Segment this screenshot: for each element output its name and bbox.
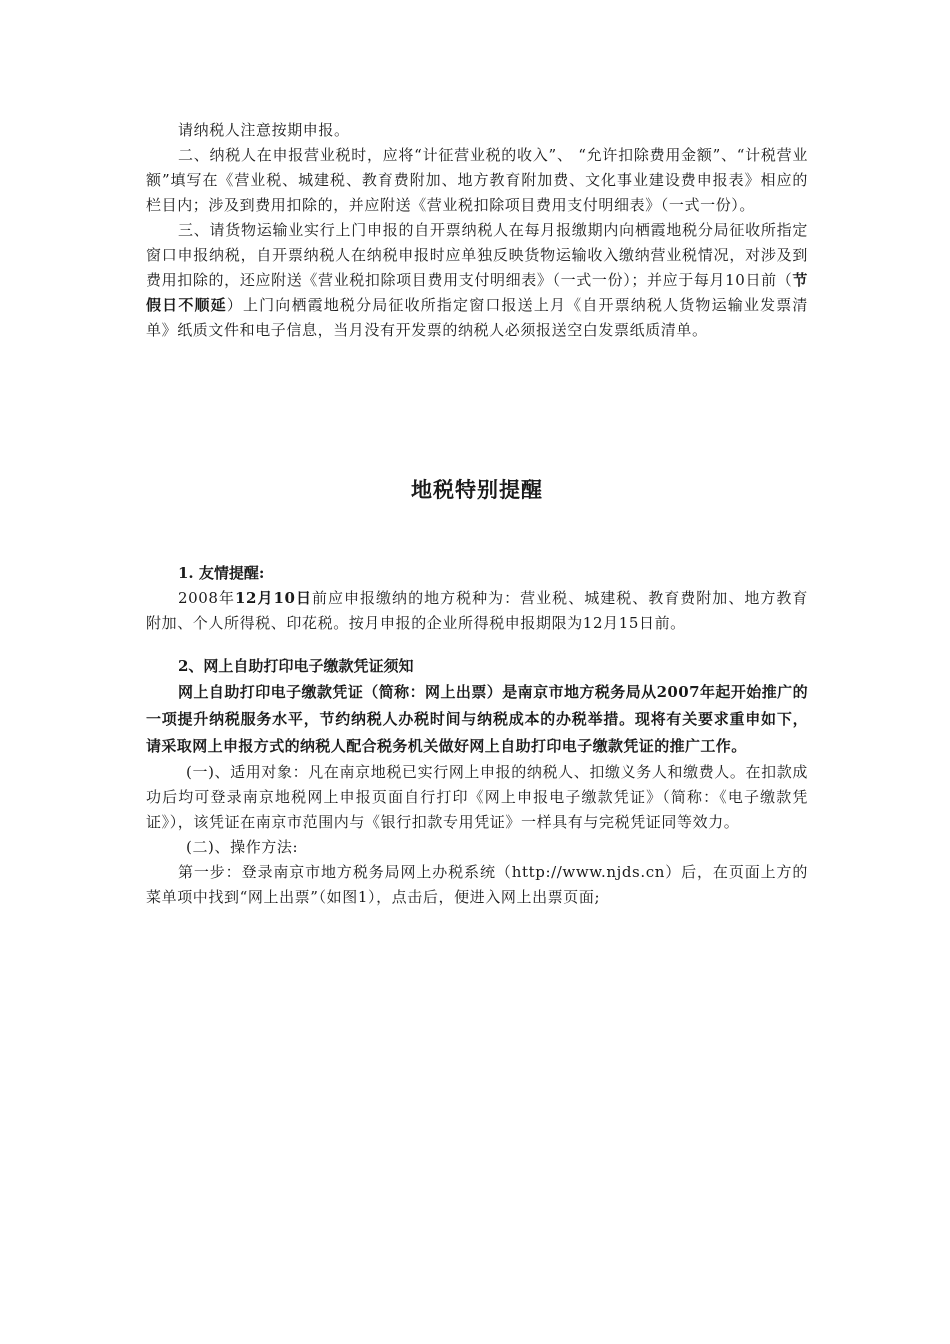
deadline-text-b: 前应申报缴纳的地方税种为：营业税、城建税、教育费附加、地方教育附加、个人所得税、印花税。按月申报的企业所得税申报期限为12月15日前。: [146, 589, 808, 632]
page-title: 地税特别提醒: [411, 477, 543, 502]
paragraph-reminder: 请纳税人注意按期申报。: [178, 121, 350, 139]
paragraph-applicable-scope: (一)、适用对象：凡在南京地税已实行网上申报的纳税人、扣缴义务人和缴费人。在扣款成功后均可登录南京地税网上申报页面自行打印《网上申报电子缴款凭证》（简称：《电子缴款凭证》），该凭证在南京市范围内与《银行扣款专用凭证》一样具有与完税凭证同等效力。: [146, 763, 808, 831]
section-e-payment-voucher: [146, 654, 808, 910]
deadline-text-a: 2008年: [178, 589, 235, 607]
section-friendly-reminder: [146, 561, 808, 636]
section-heading-1: 1. 友情提醒:: [178, 564, 265, 582]
section-heading-2: 2、网上自助打印电子缴款凭证须知: [178, 657, 414, 675]
document-page: [146, 118, 808, 910]
item-three-text-a: 三、请货物运输业实行上门申报的自开票纳税人在每月报缴期内向栖霞地税分局征收所指定窗口申报纳税，自开票纳税人在纳税申报时应单独反映货物运输收入缴纳营业税情况，对涉及到费用扣除的，还应附送《营业税扣除项目费用支付明细表》（一式一份）；并应于每月10日前（: [146, 221, 808, 289]
item-three-bold: 节假日不顺延: [146, 271, 808, 314]
paragraph-item-three: [146, 218, 808, 343]
item-three-text-b: ）上门向栖霞地税分局征收所指定窗口报送上月《自开票纳税人货物运输业发票清单》纸质文件和电子信息，当月没有开发票的纳税人必须报送空白发票纸质清单。: [146, 296, 808, 339]
paragraph-bold-intro: 网上自助打印电子缴款凭证（简称：网上出票）是南京市地方税务局从2007年起开始推广的一项提升纳税服务水平，节约纳税人办税时间与纳税成本的办税举措。现将有关要求重申如下，请采取网上申报方式的纳税人配合税务机关做好网上自助打印电子缴款凭证的推广工作。: [146, 683, 808, 755]
notice-continuation: [146, 118, 808, 343]
paragraph-step-one: 第一步：登录南京市地方税务局网上办税系统（http://www.njds.cn）后，在页面上方的菜单项中找到“网上出票”（如图1），点击后，便进入网上出票页面;: [146, 863, 808, 906]
paragraph-item-two: 二、纳税人在申报营业税时，应将“计征营业税的收入”、 “允许扣除费用金额”、“计税营业额”填写在《营业税、城建税、教育费附加、地方教育附加费、文化事业建设费申报表》相应的栏目内；涉及到费用扣除的，并应附送《营业税扣除项目费用支付明细表》（一式一份）。: [146, 146, 808, 214]
paragraph-operation-method: (二)、操作方法:: [186, 838, 299, 856]
deadline-date-bold: 12月10日: [235, 589, 312, 607]
paragraph-deadline: [146, 586, 808, 636]
